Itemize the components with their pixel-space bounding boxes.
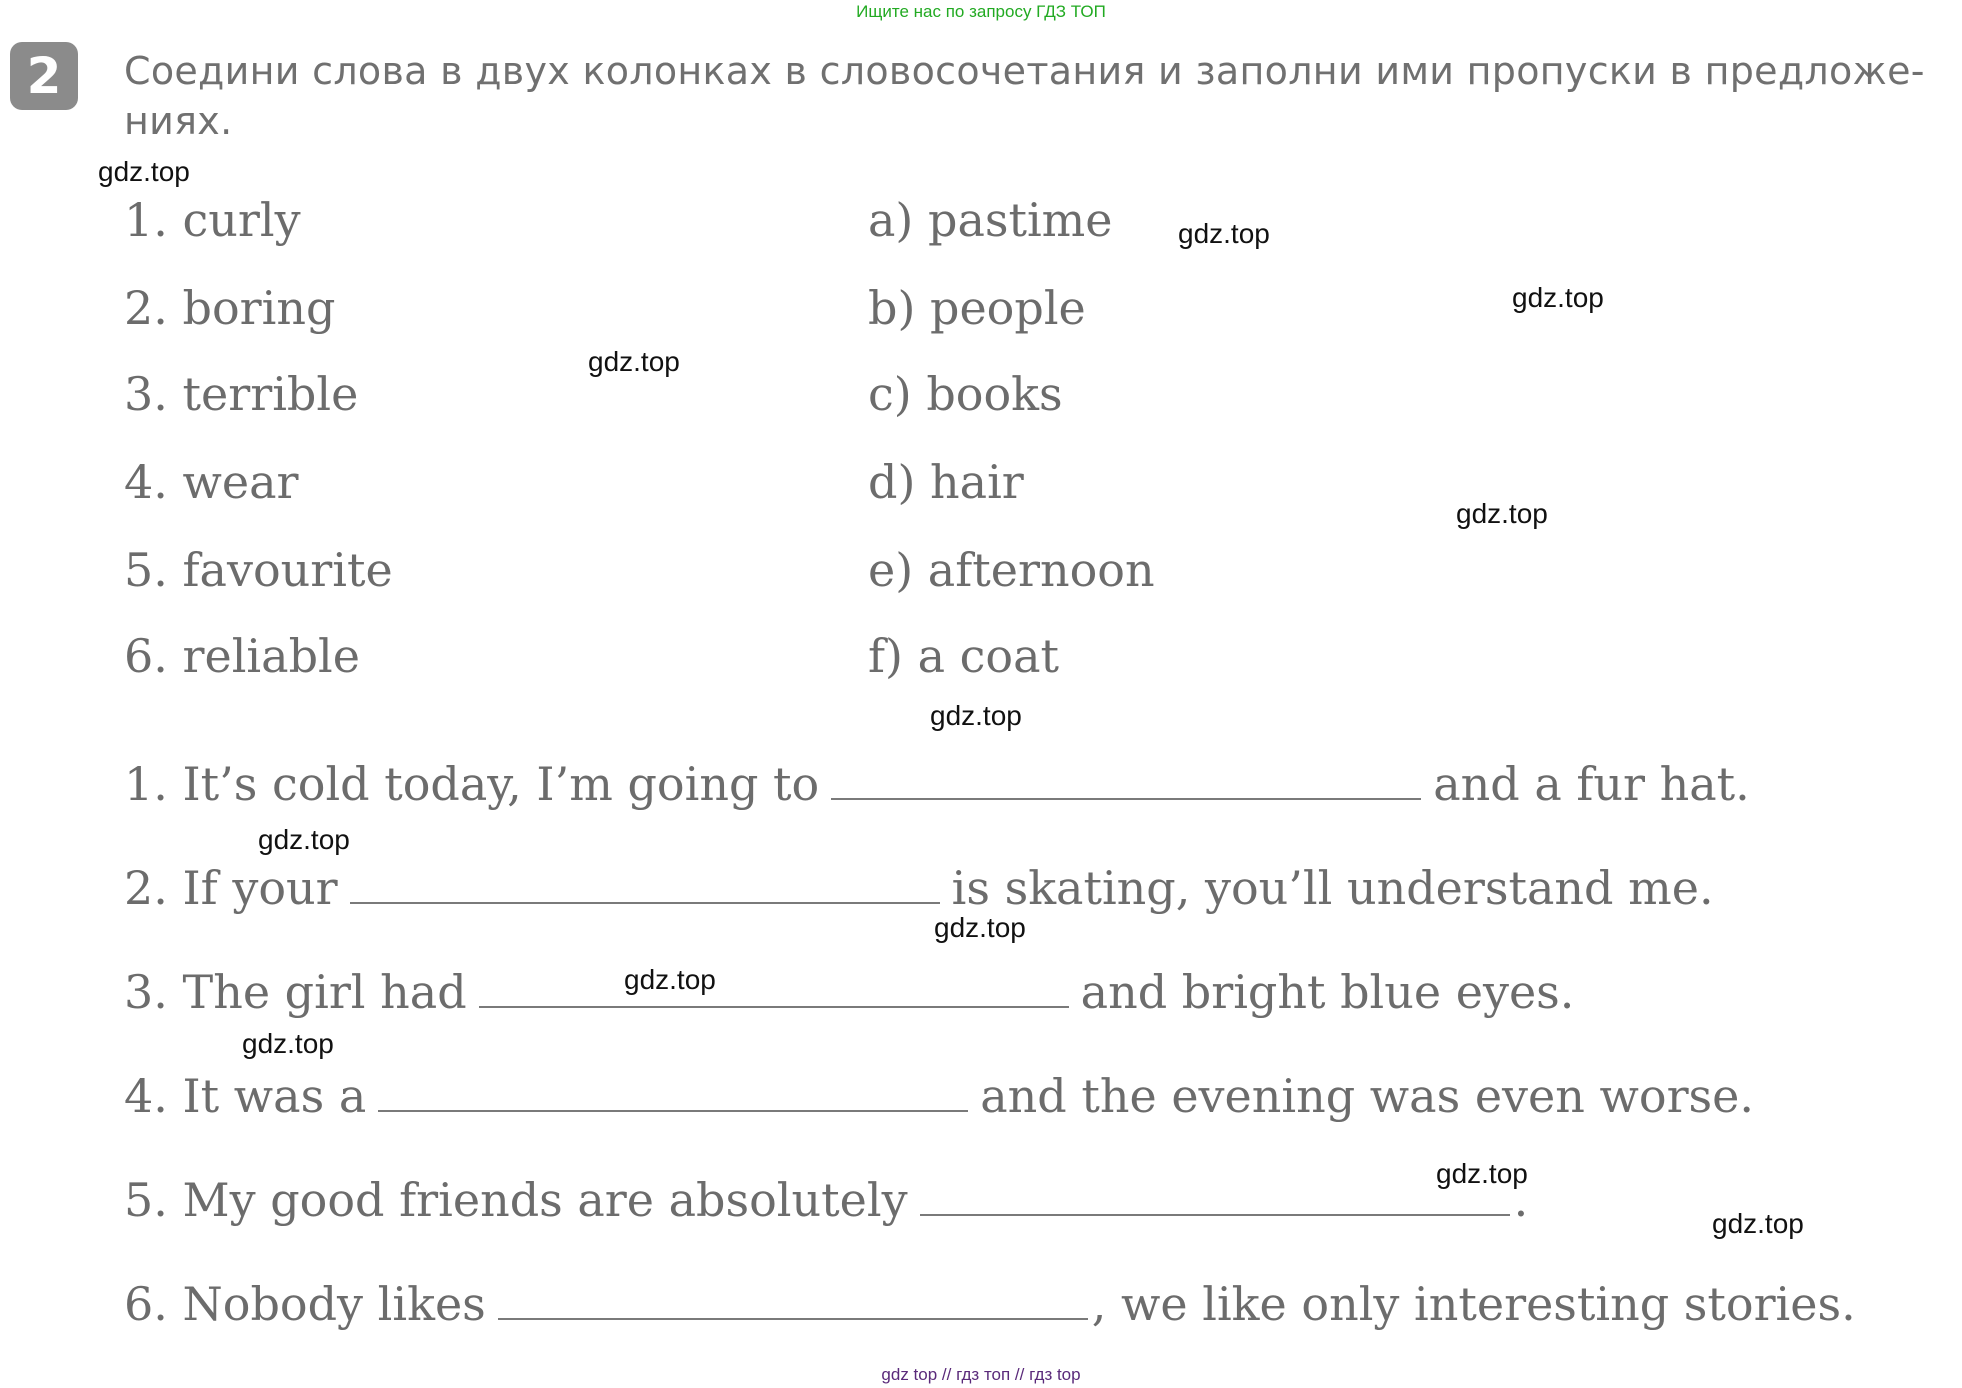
sentence-6	[124, 1276, 1856, 1332]
sentence-text-before: 3. The girl had	[124, 965, 467, 1019]
left-column-item: 2. boring	[124, 281, 336, 335]
answer-blank[interactable]	[498, 1280, 1088, 1320]
watermark: gdz.top	[930, 700, 1022, 731]
watermark: gdz.top	[1456, 498, 1548, 529]
sentence-text-before: 4. It was a	[124, 1069, 367, 1123]
left-column-item: 3. terrible	[124, 367, 359, 421]
watermark: gdz.top	[588, 346, 680, 377]
watermark: gdz.top	[98, 156, 190, 187]
sentence-text-before: 1. It’s cold today, I’m going to	[124, 757, 820, 811]
left-column-item: 5. favourite	[124, 543, 393, 597]
watermark: gdz.top	[934, 912, 1026, 943]
watermark: gdz.top	[624, 964, 716, 995]
right-column-item: f) a coat	[868, 629, 1060, 683]
right-column-item: b) people	[868, 281, 1086, 335]
watermark: gdz.top	[258, 824, 350, 855]
answer-blank[interactable]	[350, 864, 940, 904]
right-column-item: c) books	[868, 367, 1063, 421]
sentence-text-after: .	[1513, 1173, 1529, 1227]
watermark: gdz.top	[1178, 218, 1270, 249]
watermark: gdz.top	[1512, 282, 1604, 313]
search-hint-banner: Ищите нас по запросу ГДЗ ТОП	[856, 2, 1106, 21]
right-column-item: d) hair	[868, 455, 1024, 509]
answer-blank[interactable]	[831, 760, 1421, 800]
sentence-text-after: and the evening was even worse.	[980, 1069, 1755, 1123]
task-instruction: Соедини слова в двух колонках в словосочетания и заполни ими пропуски в предложе- ниях.	[124, 49, 1925, 143]
sentence-4	[124, 1068, 1754, 1124]
left-column-item: 6. reliable	[124, 629, 360, 683]
watermark: gdz.top	[1712, 1208, 1804, 1239]
answer-blank[interactable]	[479, 968, 1069, 1008]
sentence-2	[124, 860, 1714, 916]
answer-blank[interactable]	[920, 1176, 1510, 1216]
sentence-5	[124, 1172, 1528, 1228]
sentence-text-after: is skating, you’ll understand me.	[951, 861, 1714, 915]
sentence-text-after: and a fur hat.	[1433, 757, 1750, 811]
watermark: gdz.top	[1436, 1158, 1528, 1189]
sentence-text-after: , we like only interesting stories.	[1091, 1277, 1856, 1331]
answer-blank[interactable]	[378, 1072, 968, 1112]
sentence-1	[124, 756, 1750, 812]
sentence-text-before: 5. My good friends are absolutely	[124, 1173, 908, 1227]
sentence-text-before: 2. If your	[124, 861, 338, 915]
right-column-item: a) pastime	[868, 193, 1113, 247]
left-column-item: 4. wear	[124, 455, 299, 509]
right-column-item: e) afternoon	[868, 543, 1155, 597]
watermark: gdz.top	[242, 1028, 334, 1059]
sentence-text-before: 6. Nobody likes	[124, 1277, 486, 1331]
sentence-3	[124, 964, 1574, 1020]
left-column-item: 1. curly	[124, 193, 301, 247]
task-number-badge: 2	[10, 42, 78, 110]
footer-watermark: gdz top // гдз топ // гдз top	[881, 1365, 1081, 1384]
sentence-text-after: and bright blue eyes.	[1080, 965, 1575, 1019]
